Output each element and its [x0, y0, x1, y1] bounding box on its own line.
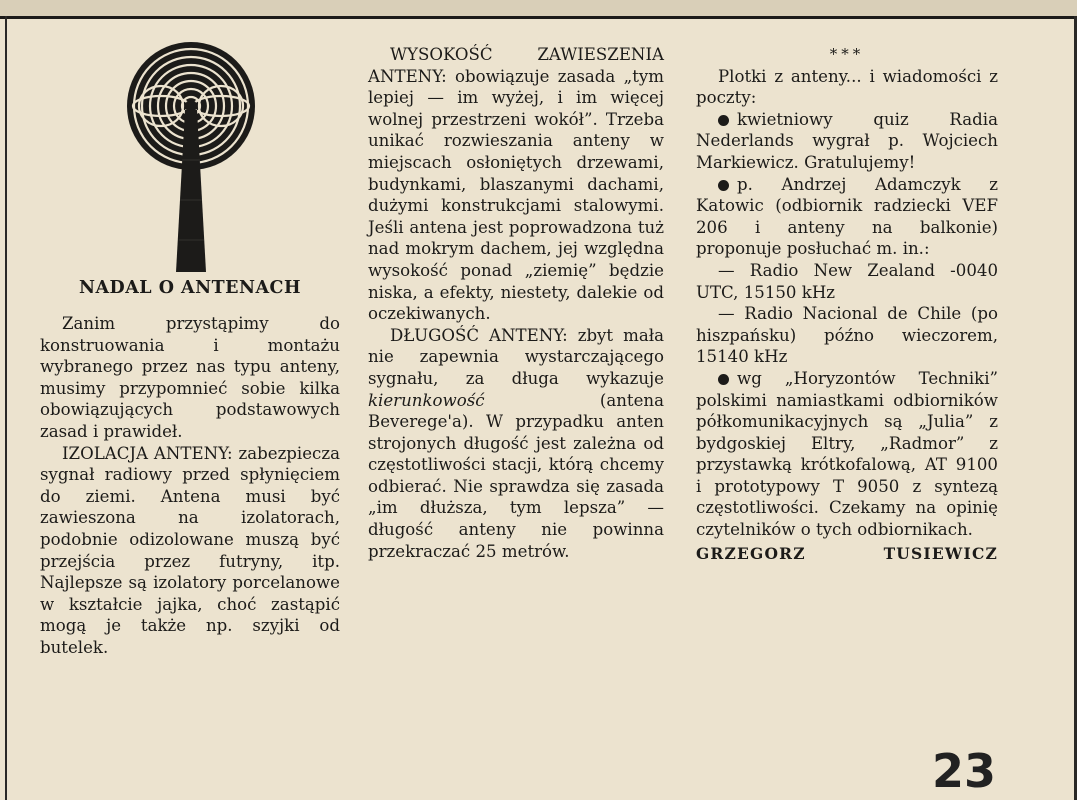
antenna-logo [118, 40, 264, 272]
length-text-italic: kierunkowość [368, 390, 485, 410]
bullet-icon [718, 115, 729, 126]
page-number: 23 [932, 744, 997, 798]
bullet-icon [718, 374, 729, 385]
station-2: — Radio Nacional de Chile (po hiszpańsku) późno wieczorem, 15140 kHz [696, 304, 998, 367]
column-right [696, 44, 998, 564]
author-signature [696, 543, 998, 565]
news-item-2-text: p. Andrzej Adamczyk z Katowic (odbiornik radziecki VEF 206 i anteny na balkonie) proponuje posłuchać m. in.: [696, 174, 998, 259]
bullet-icon [718, 180, 729, 191]
intro-paragraph: Zanim przystąpimy do konstruowania i montażu wybranego przez nas typu anteny, musimy przypomnieć sobie kilka obowiązujących podstawowych zasad i prawideł. [40, 314, 340, 441]
news-item-1-text: kwietniowy quiz Radia Nederlands wygrał p. Wojciech Markiewicz. Gratulujemy! [696, 109, 998, 172]
news-item-1 [696, 109, 998, 174]
column-left [40, 313, 340, 659]
length-text-a: DŁUGOŚĆ ANTENY: zbyt mała nie zapewnia wystarczającego sygnału, za długa wykazuje [368, 325, 664, 388]
news-intro: Plotki z anteny... i wiadomości z poczty: [696, 66, 998, 108]
left-rule [5, 16, 7, 800]
section-stars: *** [829, 45, 865, 63]
author-first-name: GRZEGORZ [696, 543, 806, 563]
news-item-2 [696, 174, 998, 260]
article-headline: NADAL O ANTENACH [78, 278, 302, 298]
length-paragraph [368, 325, 664, 563]
length-text-b: (antena Beverege'a). W przypadku anten strojonych długość jest zależna od częstotliwości stacji, którą chcemy odbierać. Nie sprawdza się zasada „im dłuższa, tym lepsza” — długość anteny nie powinna przekraczać 25 metrów. [368, 390, 664, 561]
height-paragraph: WYSOKOŚĆ ZAWIESZENIA ANTENY: obowiązuje zasada „tym lepiej — im wyżej, i im więcej wolnej przestrzeni wokół”. Trzeba unikać rozwieszania anteny w miejscach osłoniętych drzewami, budynkami, blaszanymi dachami, dużymi konstrukcjami stalowymi. Jeśli antena jest poprowadzona tuż nad mokrym dachem, jej względna wysokość ponad „ziemię” będzie niska, a efekty, niestety, dalekie od oczekiwanych. [368, 45, 664, 324]
news-item-3-text: wg „Horyzontów Techniki” polskimi namiastkami odbiorników półkomunikacyjnych są „Julia” z bydgoskiej Eltry, „Radmor” z przystawką krótkofalową, AT 9100 i prototypowy T 9050 z syntezą częstotliwości. Czekamy na opinię czytelników o tych odbiornikach. [696, 368, 998, 540]
author-last-name: TUSIEWICZ [883, 543, 998, 563]
insulation-paragraph: IZOLACJA ANTENY: zabezpiecza sygnał radiowy przed spłynięciem do ziemi. Antena musi być zawieszona na izolatorach, podobnie odizolowane muszą być przejścia przez futryny, itp. Najlepsze są izolatory porcelanowe w kształcie jajka, choć zastąpić mogą je także np. szyjki od butelek. [40, 443, 340, 657]
column-middle [368, 44, 664, 562]
station-1: — Radio New Zealand -0040 UTC, 15150 kHz [696, 260, 998, 302]
top-border [0, 0, 1077, 19]
news-item-3 [696, 368, 998, 541]
